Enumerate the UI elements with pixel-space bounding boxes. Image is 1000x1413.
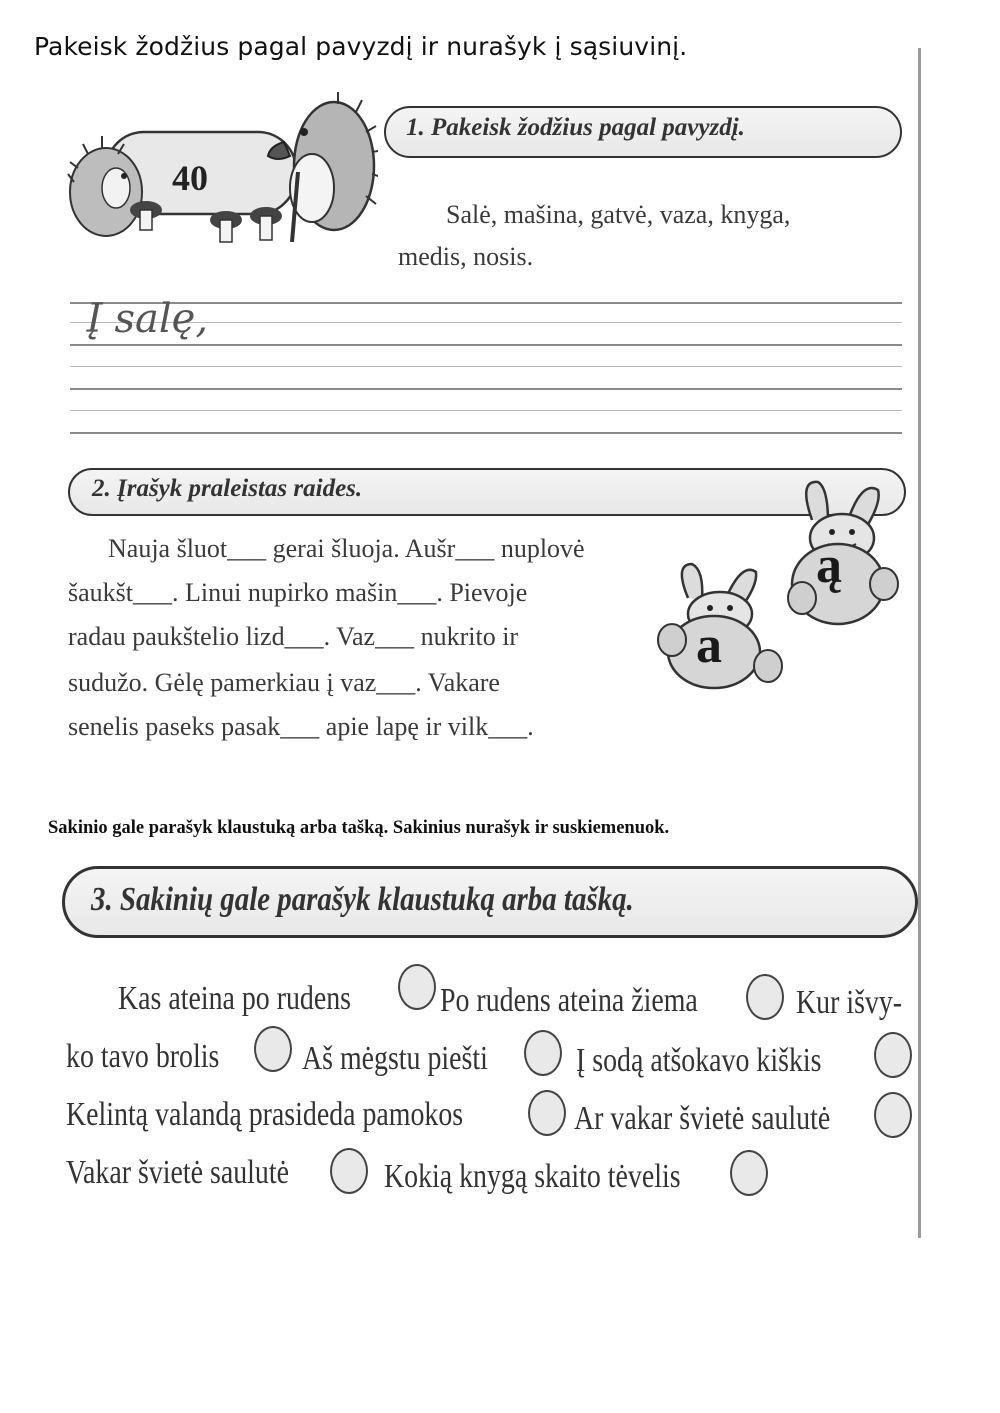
page-edge-line (918, 48, 921, 1238)
sentence: Aš mėgstu piešti (302, 1040, 488, 1077)
section-instruction: Sakinio gale parašyk klaustuką arba tašką. Sakinius nurašyk ir suskiemenuok. (48, 818, 670, 838)
bunny-letter-a-ogonek: ą (816, 537, 842, 594)
page-instruction: Pakeisk žodžius pagal pavyzdį ir nurašyk į sąsiuvinį. (34, 32, 688, 61)
handwritten-example: Į salę, (86, 296, 209, 342)
ruled-line (70, 344, 902, 346)
ruled-line (70, 366, 902, 367)
punctuation-answer-circle[interactable] (528, 1090, 566, 1136)
exercise-2-line-3: radau paukštelio lizd___. Vaz___ nukrito ir (68, 622, 519, 651)
exercise-2-line-1: Nauja šluot___ gerai šluoja. Aušr___ nuplovė (108, 534, 585, 563)
exercise-3-title: 3. Sakinių gale parašyk klaustuką arba tašką. (91, 881, 634, 918)
sentence: Kelintą valandą prasideda pamokos (66, 1096, 464, 1133)
punctuation-answer-circle[interactable] (330, 1148, 368, 1194)
sentence: Kokią knygą skaito tėvelis (384, 1158, 681, 1195)
hedgehog-illustration (66, 92, 378, 254)
ruled-line (70, 410, 902, 411)
exercise-2-line-2: šaukšt___. Linui nupirko mašin___. Pievoje (68, 578, 528, 607)
punctuation-answer-circle[interactable] (874, 1032, 912, 1078)
exercise-1-title: 1. Pakeisk žodžius pagal pavyzdį. (406, 114, 745, 141)
punctuation-answer-circle[interactable] (398, 964, 436, 1010)
exercise-2-line-5: senelis paseks pasak___ apie lapę ir vilk___. (68, 712, 534, 741)
punctuation-answer-circle[interactable] (874, 1092, 912, 1138)
words-line-1: Salė, mašina, gatvė, vaza, knyga, (446, 200, 791, 229)
page-number: 40 (172, 158, 208, 198)
punctuation-answer-circle[interactable] (746, 974, 784, 1020)
sentence: Į sodą atšokavo kiškis (576, 1042, 822, 1079)
ruled-line (70, 388, 902, 390)
exercise-2-title: 2. Įrašyk praleistas raides. (92, 475, 363, 502)
sentence: Ar vakar švietė saulutė (574, 1100, 831, 1137)
sentence: Po rudens ateina žiema (440, 982, 698, 1019)
ruled-line (70, 432, 902, 434)
exercise-2-line-4: sudužo. Gėlę pamerkiau į vaz___. Vakare (68, 668, 500, 697)
bunny-letter-a: a (696, 617, 722, 674)
sentence: ko tavo brolis (66, 1038, 220, 1075)
sentence: Kas ateina po rudens (118, 980, 352, 1017)
punctuation-answer-circle[interactable] (730, 1150, 768, 1196)
punctuation-answer-circle[interactable] (524, 1030, 562, 1076)
punctuation-answer-circle[interactable] (254, 1026, 292, 1072)
exercise-3-title-box (62, 866, 918, 938)
bunny-icon (788, 482, 898, 624)
sentence: Kur išvy- (796, 984, 903, 1021)
exercise-1-title-box (384, 106, 902, 158)
words-line-2: medis, nosis. (398, 242, 534, 271)
sentence: Vakar švietė saulutė (66, 1154, 289, 1191)
bunny-illustration (652, 480, 914, 694)
